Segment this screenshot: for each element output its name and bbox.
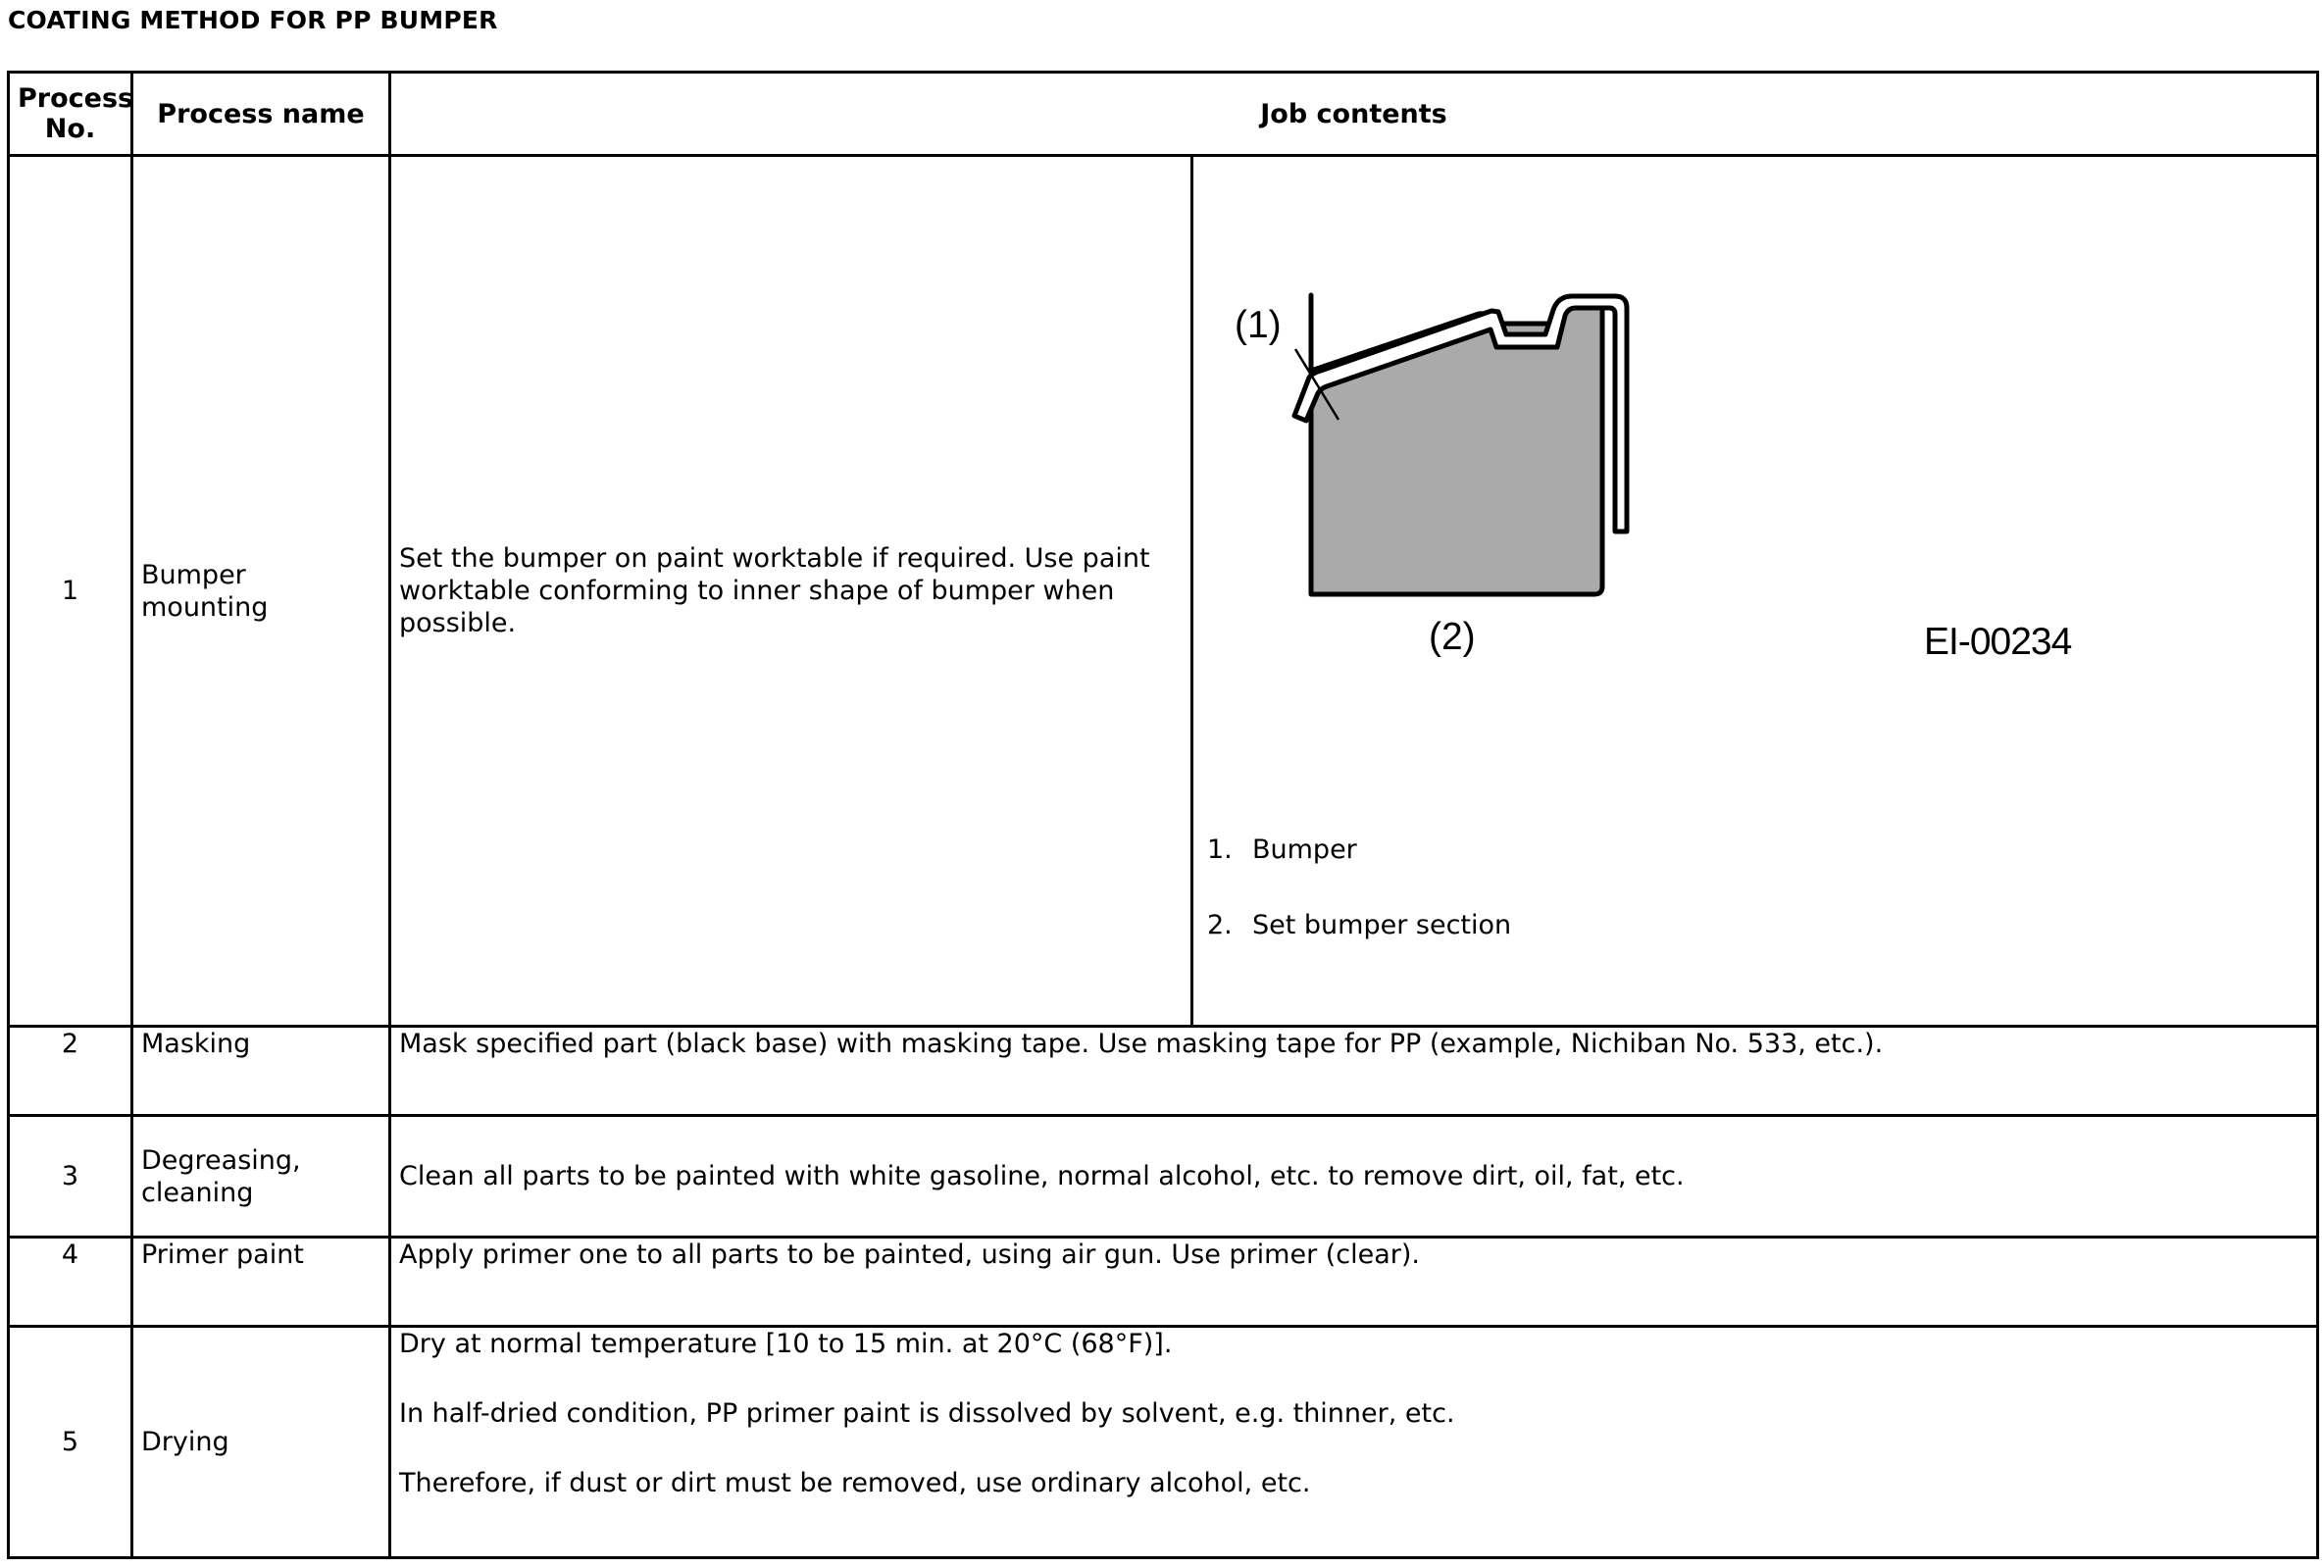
table-row bbox=[9, 1238, 2318, 1327]
callout-2-label: (2) bbox=[1429, 616, 1476, 658]
job-contents: Clean all parts to be painted with white gasoline, normal alcohol, etc. to remove dirt, oil, fat, etc. bbox=[390, 1116, 2318, 1238]
figure-cell bbox=[1192, 156, 2318, 1027]
table-row bbox=[9, 156, 2318, 1027]
process-number: 5 bbox=[9, 1327, 132, 1558]
bumper-section-figure bbox=[1235, 226, 1841, 658]
legend-item-number: 1. bbox=[1207, 835, 1233, 865]
job-contents: Mask specified part (black base) with masking tape. Use masking tape for PP (example, Nichiban No. 533, etc.). bbox=[390, 1027, 2318, 1116]
process-name: Bumper mounting bbox=[132, 156, 390, 1027]
table-row bbox=[9, 1116, 2318, 1238]
process-name: Masking bbox=[132, 1027, 390, 1116]
header-process-no: Process No. bbox=[9, 73, 132, 156]
process-name: Degreasing, cleaning bbox=[132, 1116, 390, 1238]
header-row bbox=[9, 73, 2318, 156]
job-paragraph: In half-dried condition, PP primer paint is dissolved by solvent, e.g. thinner, etc. bbox=[399, 1398, 1455, 1429]
legend-item-number: 2. bbox=[1207, 910, 1233, 940]
legend-item-text: Set bumper section bbox=[1252, 910, 1512, 940]
figure-legend bbox=[1207, 834, 1511, 985]
process-number: 3 bbox=[9, 1116, 132, 1238]
legend-item bbox=[1207, 909, 1511, 941]
job-paragraph: Therefore, if dust or dirt must be removed, use ordinary alcohol, etc. bbox=[399, 1468, 1311, 1498]
process-table bbox=[7, 71, 2319, 1559]
job-paragraph: Dry at normal temperature [10 to 15 min. at 20°C (68°F)]. bbox=[399, 1329, 1173, 1359]
process-number: 4 bbox=[9, 1238, 132, 1327]
legend-item bbox=[1207, 834, 1511, 866]
header-process-name: Process name bbox=[132, 73, 390, 156]
process-name: Primer paint bbox=[132, 1238, 390, 1327]
legend-item-text: Bumper bbox=[1252, 835, 1357, 865]
process-number: 2 bbox=[9, 1027, 132, 1116]
table-row bbox=[9, 1027, 2318, 1116]
header-job-contents: Job contents bbox=[390, 73, 2318, 156]
process-number: 1 bbox=[9, 156, 132, 1027]
process-name: Drying bbox=[132, 1327, 390, 1558]
job-contents bbox=[390, 1327, 2318, 1558]
job-contents: Set the bumper on paint worktable if required. Use paint worktable conforming to inner shape of bumper when possible. bbox=[390, 156, 1192, 1027]
job-contents: Apply primer one to all parts to be painted, using air gun. Use primer (clear). bbox=[390, 1238, 2318, 1327]
table-row bbox=[9, 1327, 2318, 1558]
callout-1-label: (1) bbox=[1235, 304, 1282, 346]
document-title: COATING METHOD FOR PP BUMPER bbox=[8, 6, 498, 34]
figure-code: EI-00234 bbox=[1924, 621, 2072, 663]
